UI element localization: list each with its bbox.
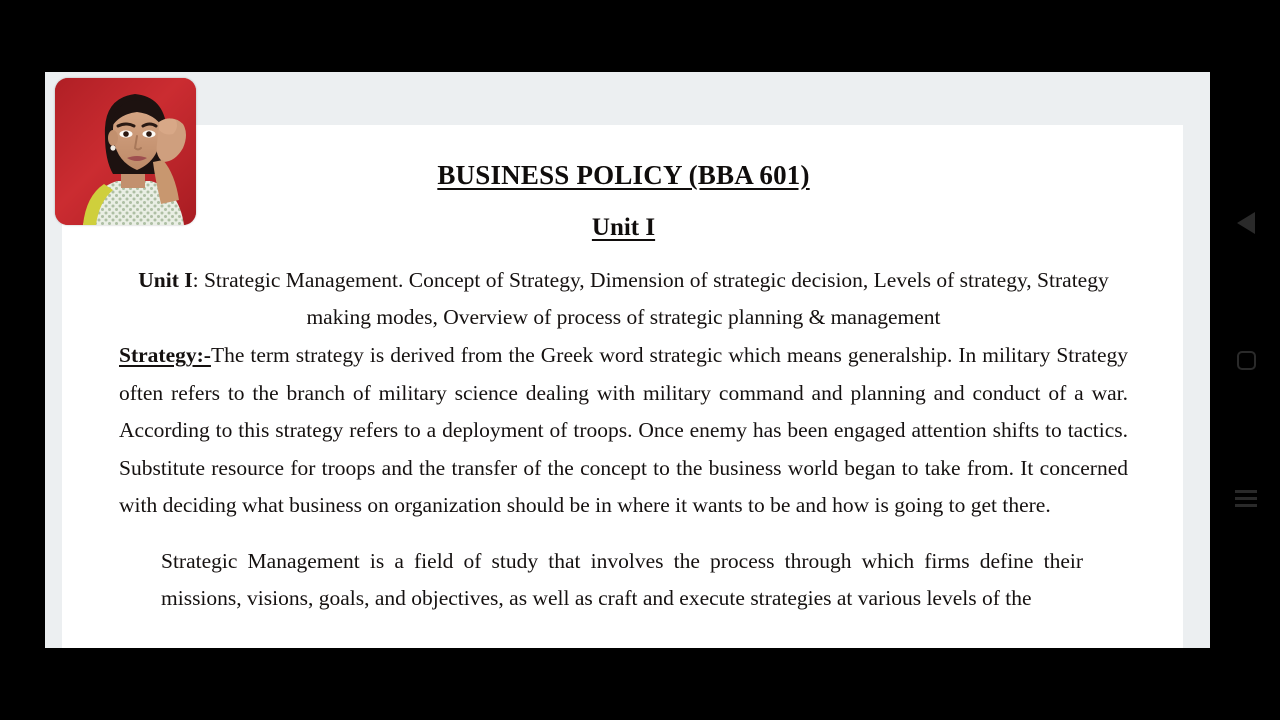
paragraph-strategy [119,337,1128,525]
viewer-toolbar[interactable] [45,72,1210,125]
nav-back-button[interactable] [1212,200,1280,246]
home-square-icon [1237,351,1256,370]
paragraph-strategic-management [119,543,1128,618]
nav-home-button[interactable] [1212,337,1280,383]
menu-lines-icon [1235,486,1257,511]
syllabus-line [119,262,1128,336]
document-viewer [45,72,1210,648]
unit-heading-text: Unit I [591,213,656,241]
paragraph-lead: Strategy:- [119,343,211,368]
presenter-video-overlay[interactable] [55,78,196,225]
android-navigation-bar [1212,72,1280,648]
back-triangle-icon [1237,212,1255,234]
syllabus-text: : Strategic Management. Concept of Strategy, Dimension of strategic decision, Levels of strategy, Strategy making modes, Overview of process of strategic planning & management [192,268,1109,330]
paragraph-body: Strategic Management is a field of study that involves the process through which firms define their missions, visions, goals, and objectives, as well as craft and execute strategies at various levels of the [161,548,1083,611]
paragraph-body: The term strategy is derived from the Greek word strategic which means generalship. In military Strategy often refers to the branch of military science dealing with military command and planning and conduct of a war. According to this strategy refers to a deployment of troops. Once enemy has been engaged attention shifts to tactics. Substitute resource for troops and the transfer of the concept to the business world began to take from. It concerned with deciding what business on organization should be in where it wants to be and how is going to get there. [119,343,1128,518]
syllabus-label: Unit I [138,268,193,293]
document-page[interactable] [62,125,1183,648]
document-content [119,125,1128,618]
unit-heading [119,214,1128,242]
page-title [119,161,1128,191]
page-title-text: BUSINESS POLICY (BBA 601) [437,160,810,190]
presenter-image [55,78,196,225]
nav-recents-button[interactable] [1212,475,1280,521]
